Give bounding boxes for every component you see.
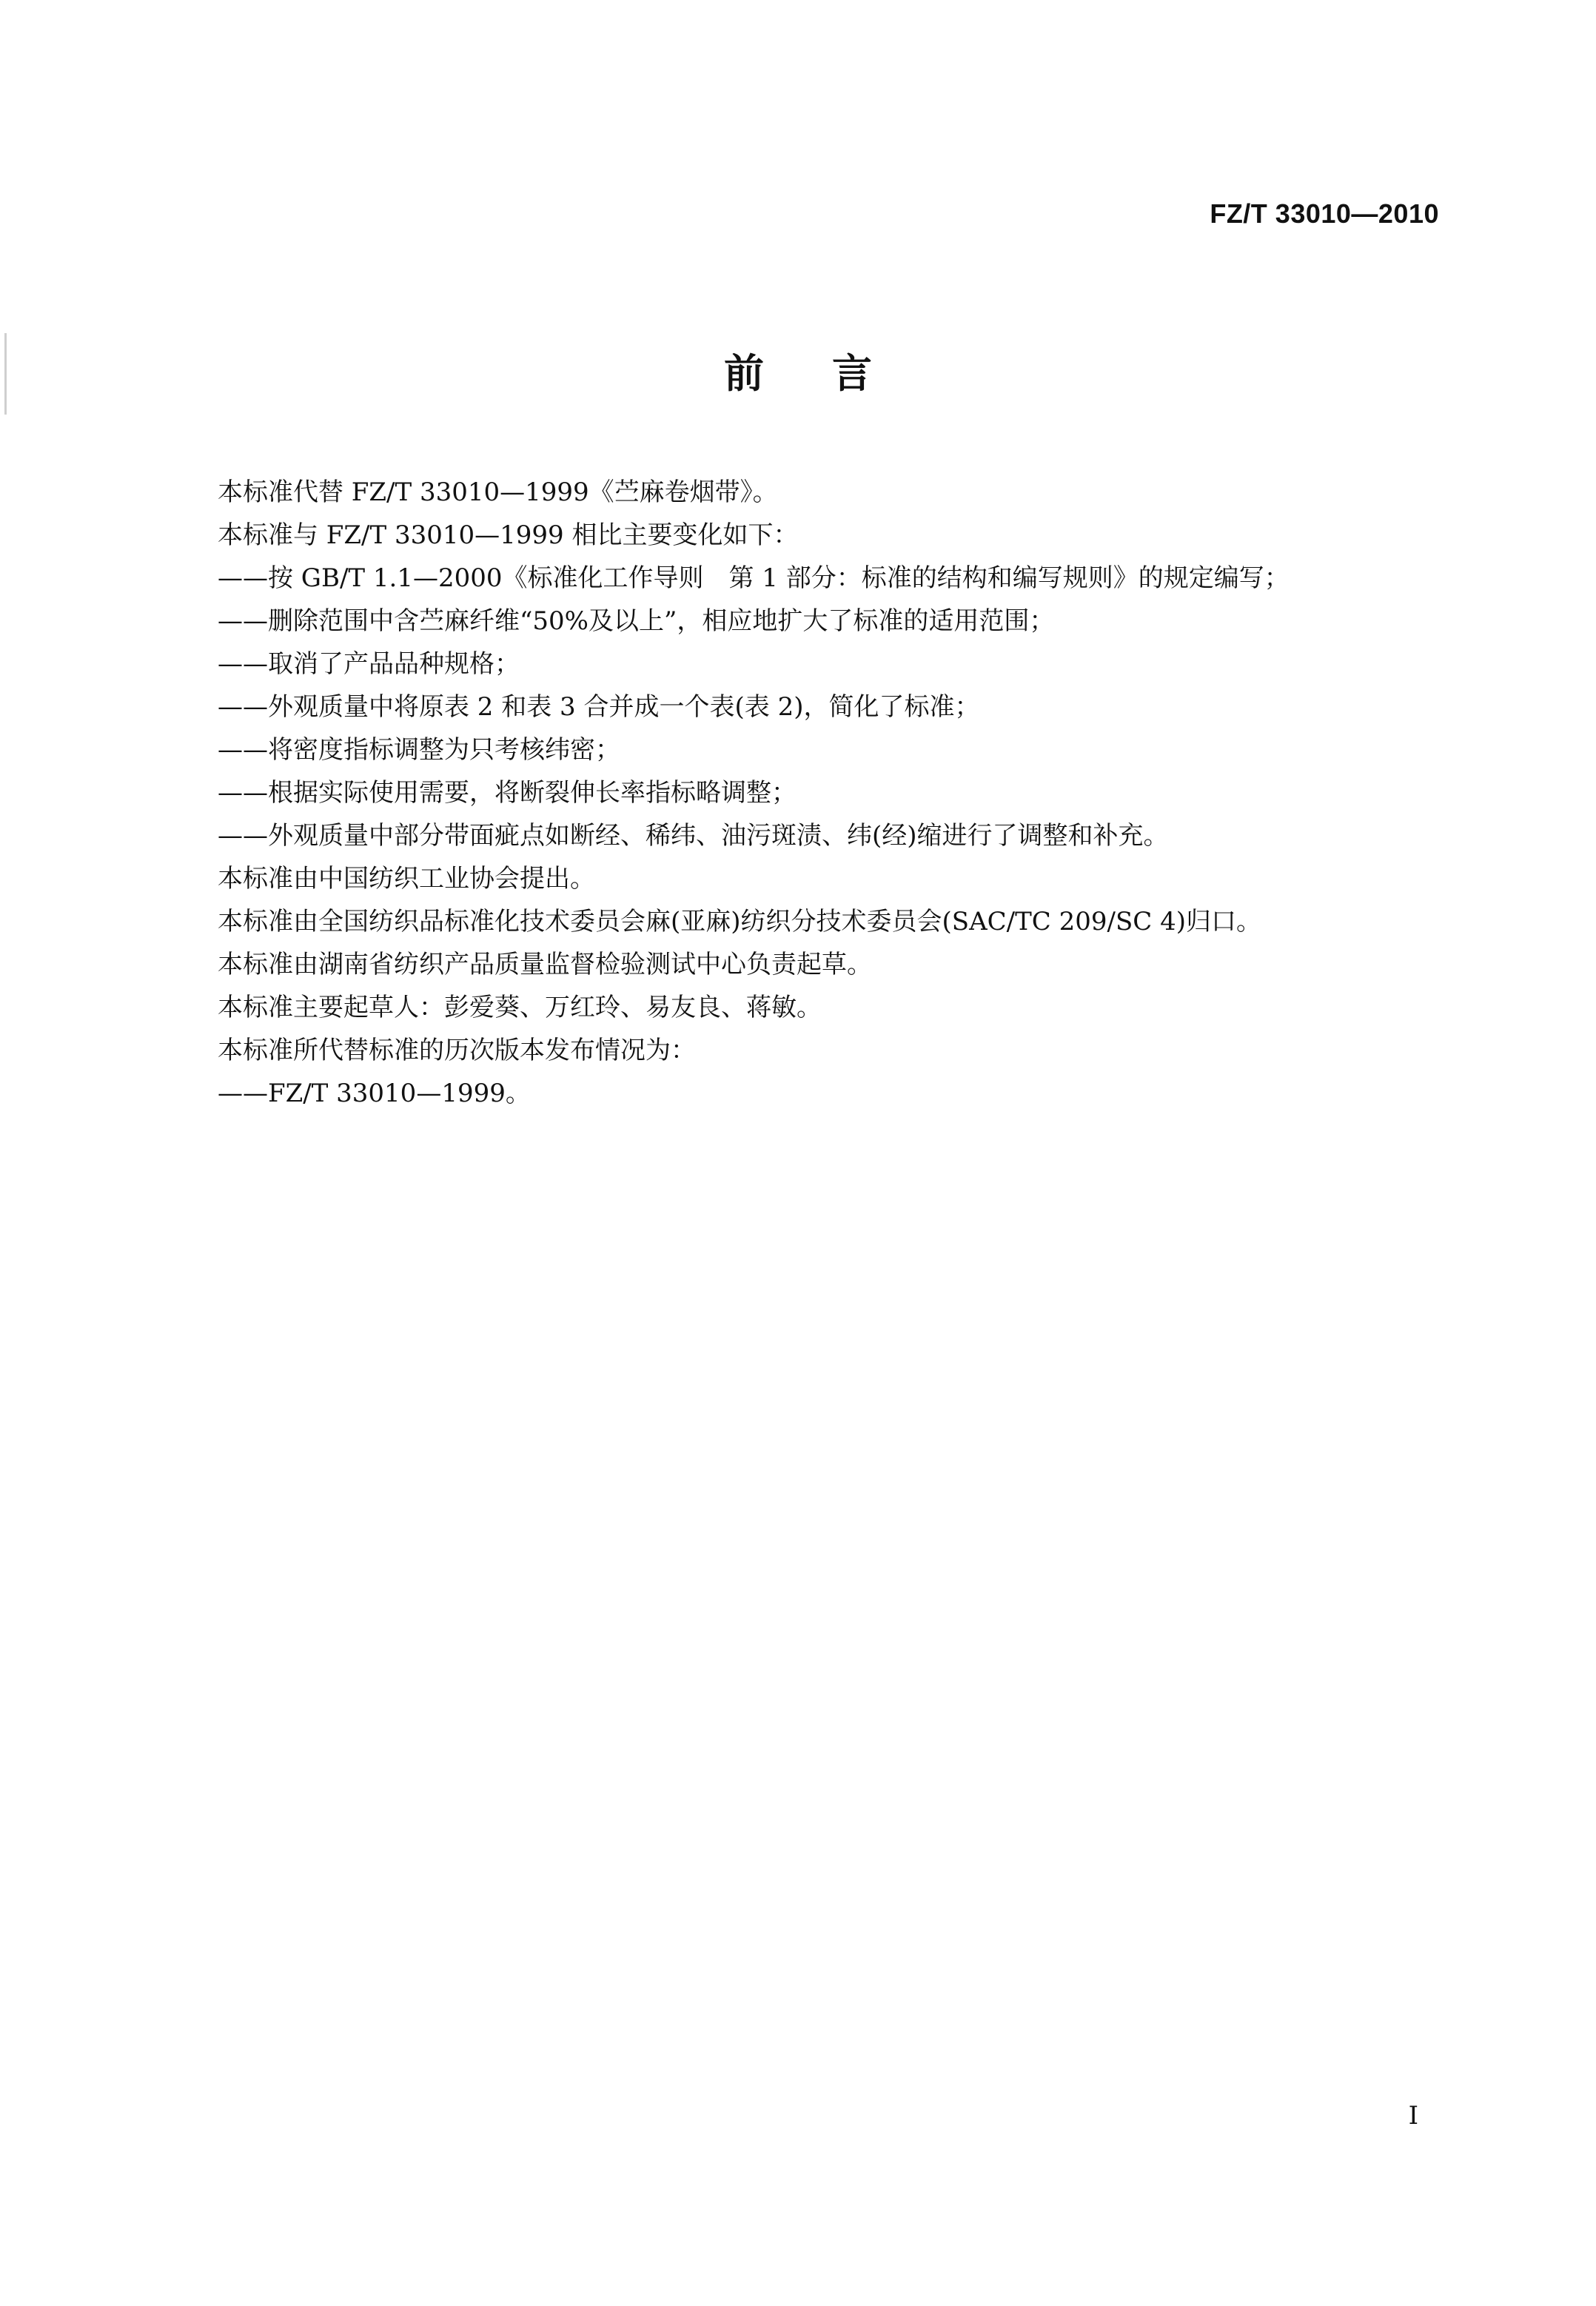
change-item: ——外观质量中部分带面疵点如断经、稀纬、油污斑渍、纬(经)缩进行了调整和补充。 [218,821,1169,851]
change-item: ——根据实际使用需要，将断裂伸长率指标略调整； [218,778,797,808]
paragraph-replaces: 本标准代替 FZ/T 33010—1999《苎麻卷烟带》。 [218,477,778,507]
history-item: ——FZ/T 33010—1999。 [218,1079,531,1108]
change-item: ——按 GB/T 1.1—2000《标准化工作导则 第 1 部分：标准的结构和编写规则》的规定编写； [218,563,1290,593]
page-number: I [1408,2101,1418,2131]
change-item: ——外观质量中将原表 2 和表 3 合并成一个表(表 2)，简化了标准； [218,692,980,722]
paragraph-proposer: 本标准由中国纺织工业协会提出。 [218,864,595,894]
change-item: ——将密度指标调整为只考核纬密； [218,735,620,765]
change-item: ——删除范围中含苎麻纤维“50%及以上”，相应地扩大了标准的适用范围； [218,606,1055,636]
paragraph-history-intro: 本标准所代替标准的历次版本发布情况为： [218,1036,696,1065]
paragraph-drafters: 本标准主要起草人：彭爱葵、万红玲、易友良、蒋敏。 [218,993,822,1022]
paragraph-changes-intro: 本标准与 FZ/T 33010—1999 相比主要变化如下： [218,520,799,550]
standard-code: FZ/T 33010—2010 [1210,198,1439,229]
paragraph-drafter-org: 本标准由湖南省纺织产品质量监督检验测试中心负责起草。 [218,950,872,979]
page-title: 前言 [724,350,940,397]
change-item: ——取消了产品品种规格； [218,649,520,679]
paragraph-committee: 本标准由全国纺织品标准化技术委员会麻(亚麻)纺织分技术委员会(SAC/TC 209/SC 4)归口。 [218,907,1261,936]
foreword-body [218,471,1446,1115]
